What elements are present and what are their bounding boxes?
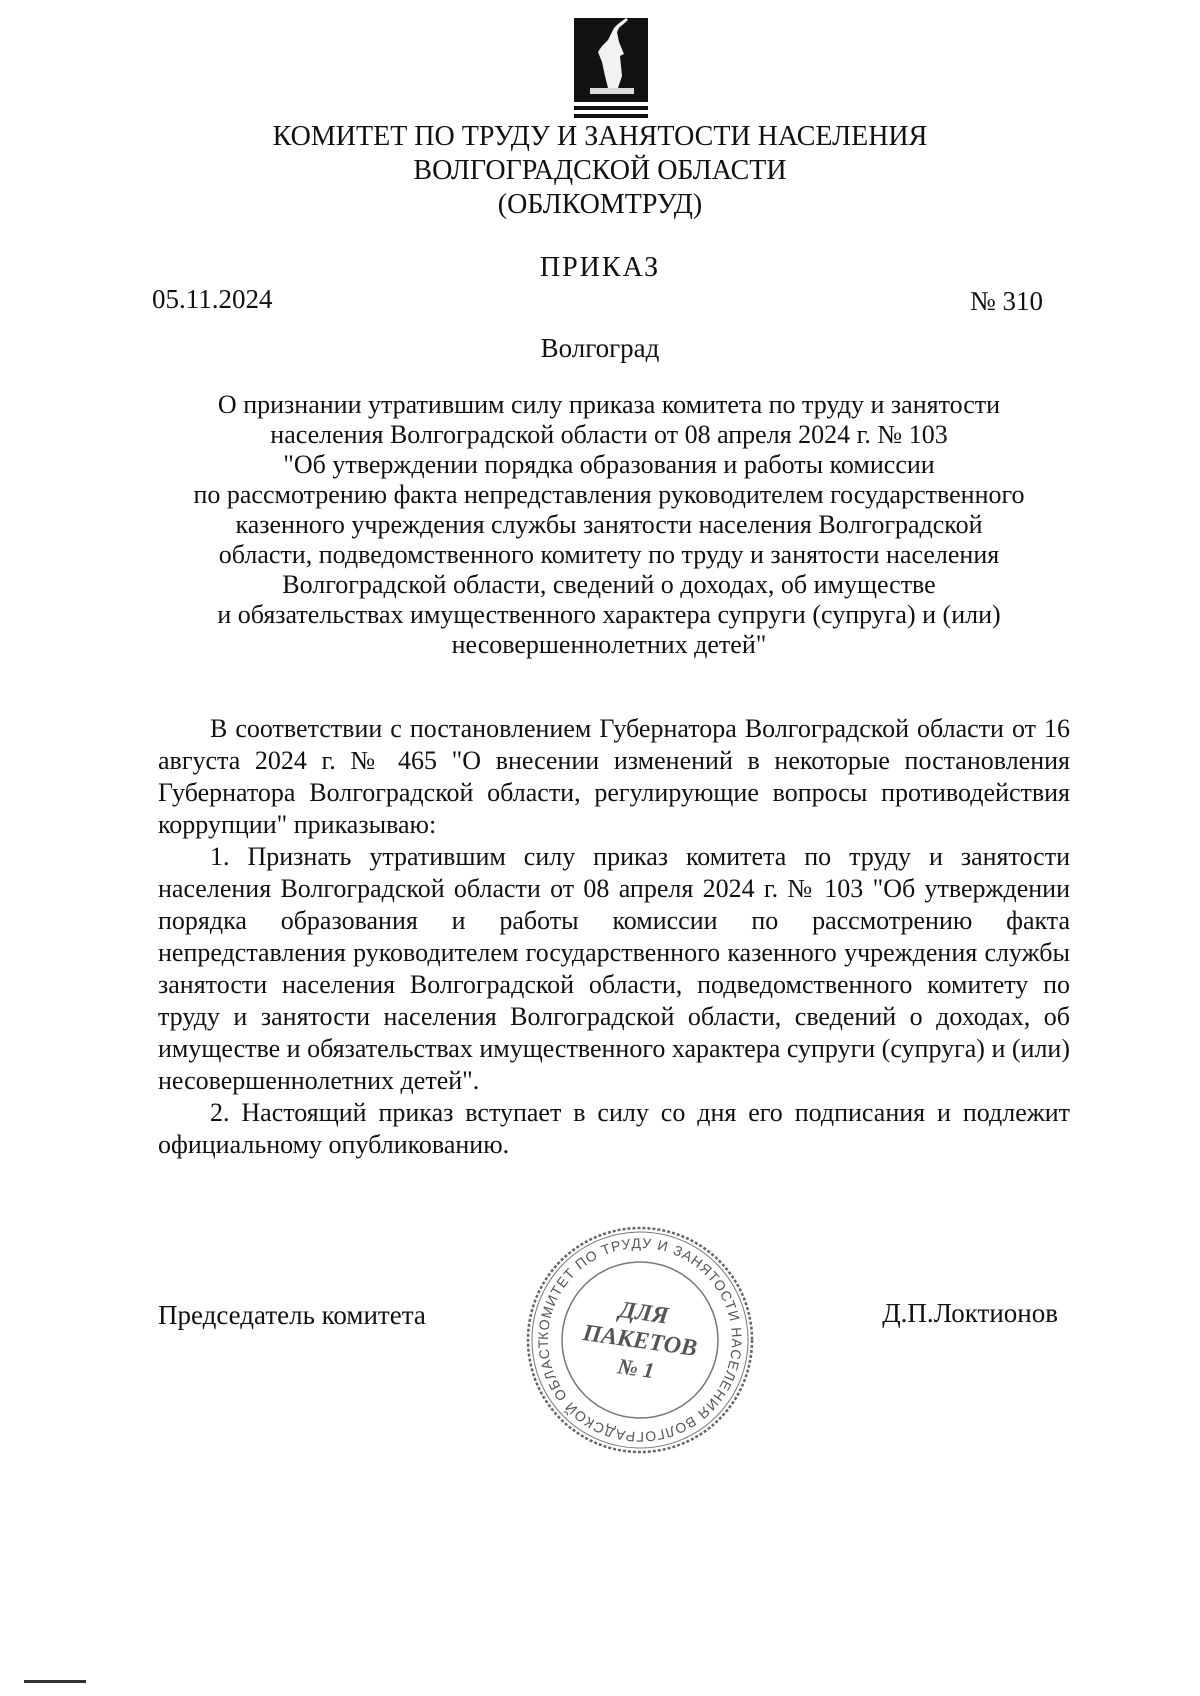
document-date: 05.11.2024 xyxy=(152,284,273,314)
subject-line: и обязательствах имущественного характера супруги (супруга) и (или) xyxy=(217,600,1001,629)
document-subject xyxy=(150,390,1068,660)
body-item-1: 1. Признать утратившим силу приказ комитета по труду и занятости населения Волгоградской области от 08 апреля 2024 г. № 103 "Об утверждении порядка образования и работы комиссии по рассмотрению факта непредставления руководителем государственного казенного учреждения службы занятости населения Волгоградской области, подведомственного комитету по труду и занятости населения Волгоградской области, сведений о доходах, об имуществе и обязательствах имущественного характера супруги (супруга) и (или) несовершеннолетних детей". xyxy=(158,842,1070,1095)
document-type: ПРИКАЗ xyxy=(539,252,661,283)
subject-line: Волгоградской области, сведений о доходах, об имуществе xyxy=(282,570,936,599)
subject-line: казенного учреждения службы занятости населения Волгоградской xyxy=(235,510,983,539)
document-body xyxy=(158,713,1070,1161)
subject-line: несовершеннолетних детей" xyxy=(451,630,767,659)
body-item-2: 2. Настоящий приказ вступает в силу со дня его подписания и подлежит официальному опубликованию. xyxy=(158,1098,1070,1159)
official-stamp xyxy=(520,1220,760,1460)
subject-line: "Об утверждении порядка образования и работы комиссии xyxy=(283,450,935,479)
footer-mark xyxy=(24,1680,86,1683)
org-line-2: ВОЛГОГРАДСКОЙ ОБЛАСТИ xyxy=(413,155,787,186)
signatory-position: Председатель комитета xyxy=(158,1300,426,1330)
stamp-center-line-2: ПАКЕТОВ xyxy=(581,1320,699,1362)
subject-line: области, подведомственного комитету по труду и занятости населения xyxy=(218,540,1000,569)
body-preamble: В соответствии с постановлением Губернатора Волгоградской области от 16 августа 2024 г. № 465 "О внесении изменений в некоторые постановления Губернатора Волгоградской области, регулирующие вопросы противодействия коррупции" приказываю: xyxy=(158,714,1070,839)
document-city: Волгоград xyxy=(540,333,660,363)
organization-name xyxy=(0,120,1200,222)
org-line-1: КОМИТЕТ ПО ТРУДУ И ЗАНЯТОСТИ НАСЕЛЕНИЯ xyxy=(272,121,928,152)
stamp-ring-text: КОМИТЕТ ПО ТРУДУ И ЗАНЯТОСТИ НАСЕЛЕНИЯ ВОЛГОГРАДСКОЙ ОБЛАСТ xyxy=(534,1234,746,1446)
signatory-name: Д.П.Локтионов xyxy=(882,1298,1058,1328)
document-number: № 310 xyxy=(969,286,1043,316)
subject-line: О признании утратившим силу приказа комитета по труду и занятости xyxy=(217,390,1001,419)
volgograd-emblem-icon xyxy=(574,18,648,120)
stamp-center-line-1: ДЛЯ xyxy=(617,1296,671,1330)
subject-line: населения Волгоградской области от 08 апреля 2024 г. № 103 xyxy=(270,420,948,449)
stamp-center-line-3: № 1 xyxy=(616,1353,656,1384)
org-line-3: (ОБЛКОМТРУД) xyxy=(497,189,703,220)
subject-line: по рассмотрению факта непредставления руководителем государственного xyxy=(193,480,1025,509)
